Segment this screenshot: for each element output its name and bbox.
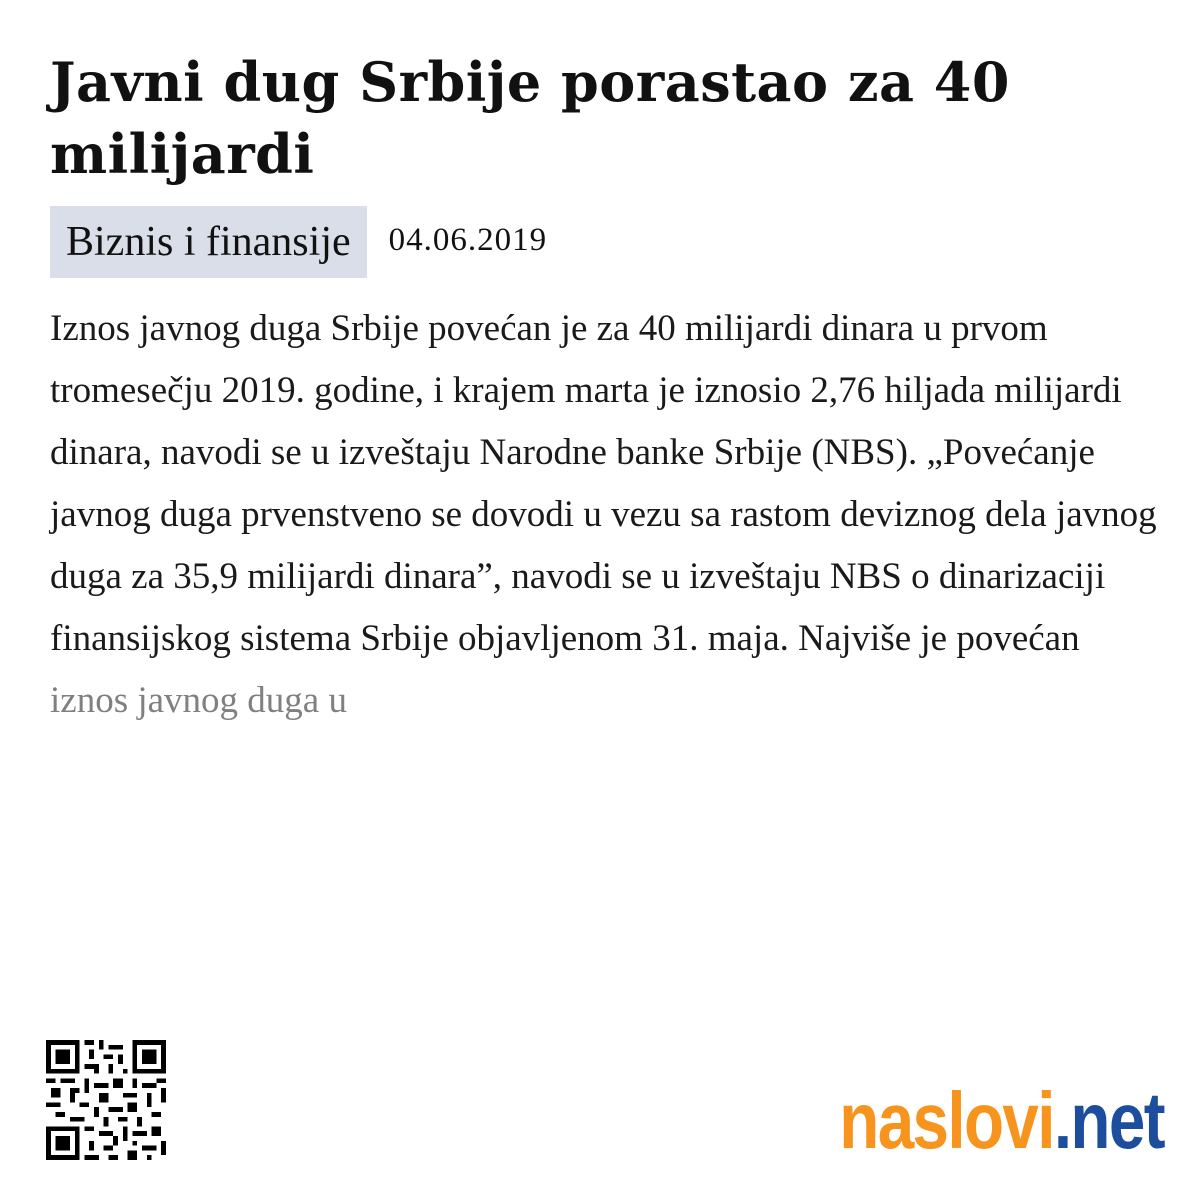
logo-part-naslovi: naslovi xyxy=(839,1076,1054,1165)
category-badge[interactable]: Biznis i finansije xyxy=(50,206,367,278)
logo-part-net: .net xyxy=(1053,1076,1164,1165)
publish-date: 04.06.2019 xyxy=(388,222,548,258)
qr-code-icon xyxy=(46,1038,166,1162)
article-body xyxy=(50,298,1160,732)
article-body-faded: iznos javnog duga u xyxy=(50,680,347,721)
article-meta xyxy=(50,206,1160,278)
article-title: Javni dug Srbije porastao za 40 milijardi xyxy=(50,50,1010,186)
article-body-text: Iznos javnog duga Srbije povećan je za 40 milijardi dinara u prvom tromesečju 2019. godine, i krajem marta je iznosio 2,76 hiljada milijardi dinara, navodi se u izveštaju Narodne banke Srbije (NBS). „Povećanje javnog duga prvenstveno se dovodi u vezu sa rastom deviznog dela javnog duga za 35,9 milijardi dinara”, navodi se u izveštaju NBS o dinarizaciji finansijskog sistema Srbije objavljenom 31. maja. Najviše je povećan xyxy=(50,308,1157,659)
naslovi-net-logo[interactable] xyxy=(839,1076,1164,1166)
article xyxy=(50,46,1160,732)
